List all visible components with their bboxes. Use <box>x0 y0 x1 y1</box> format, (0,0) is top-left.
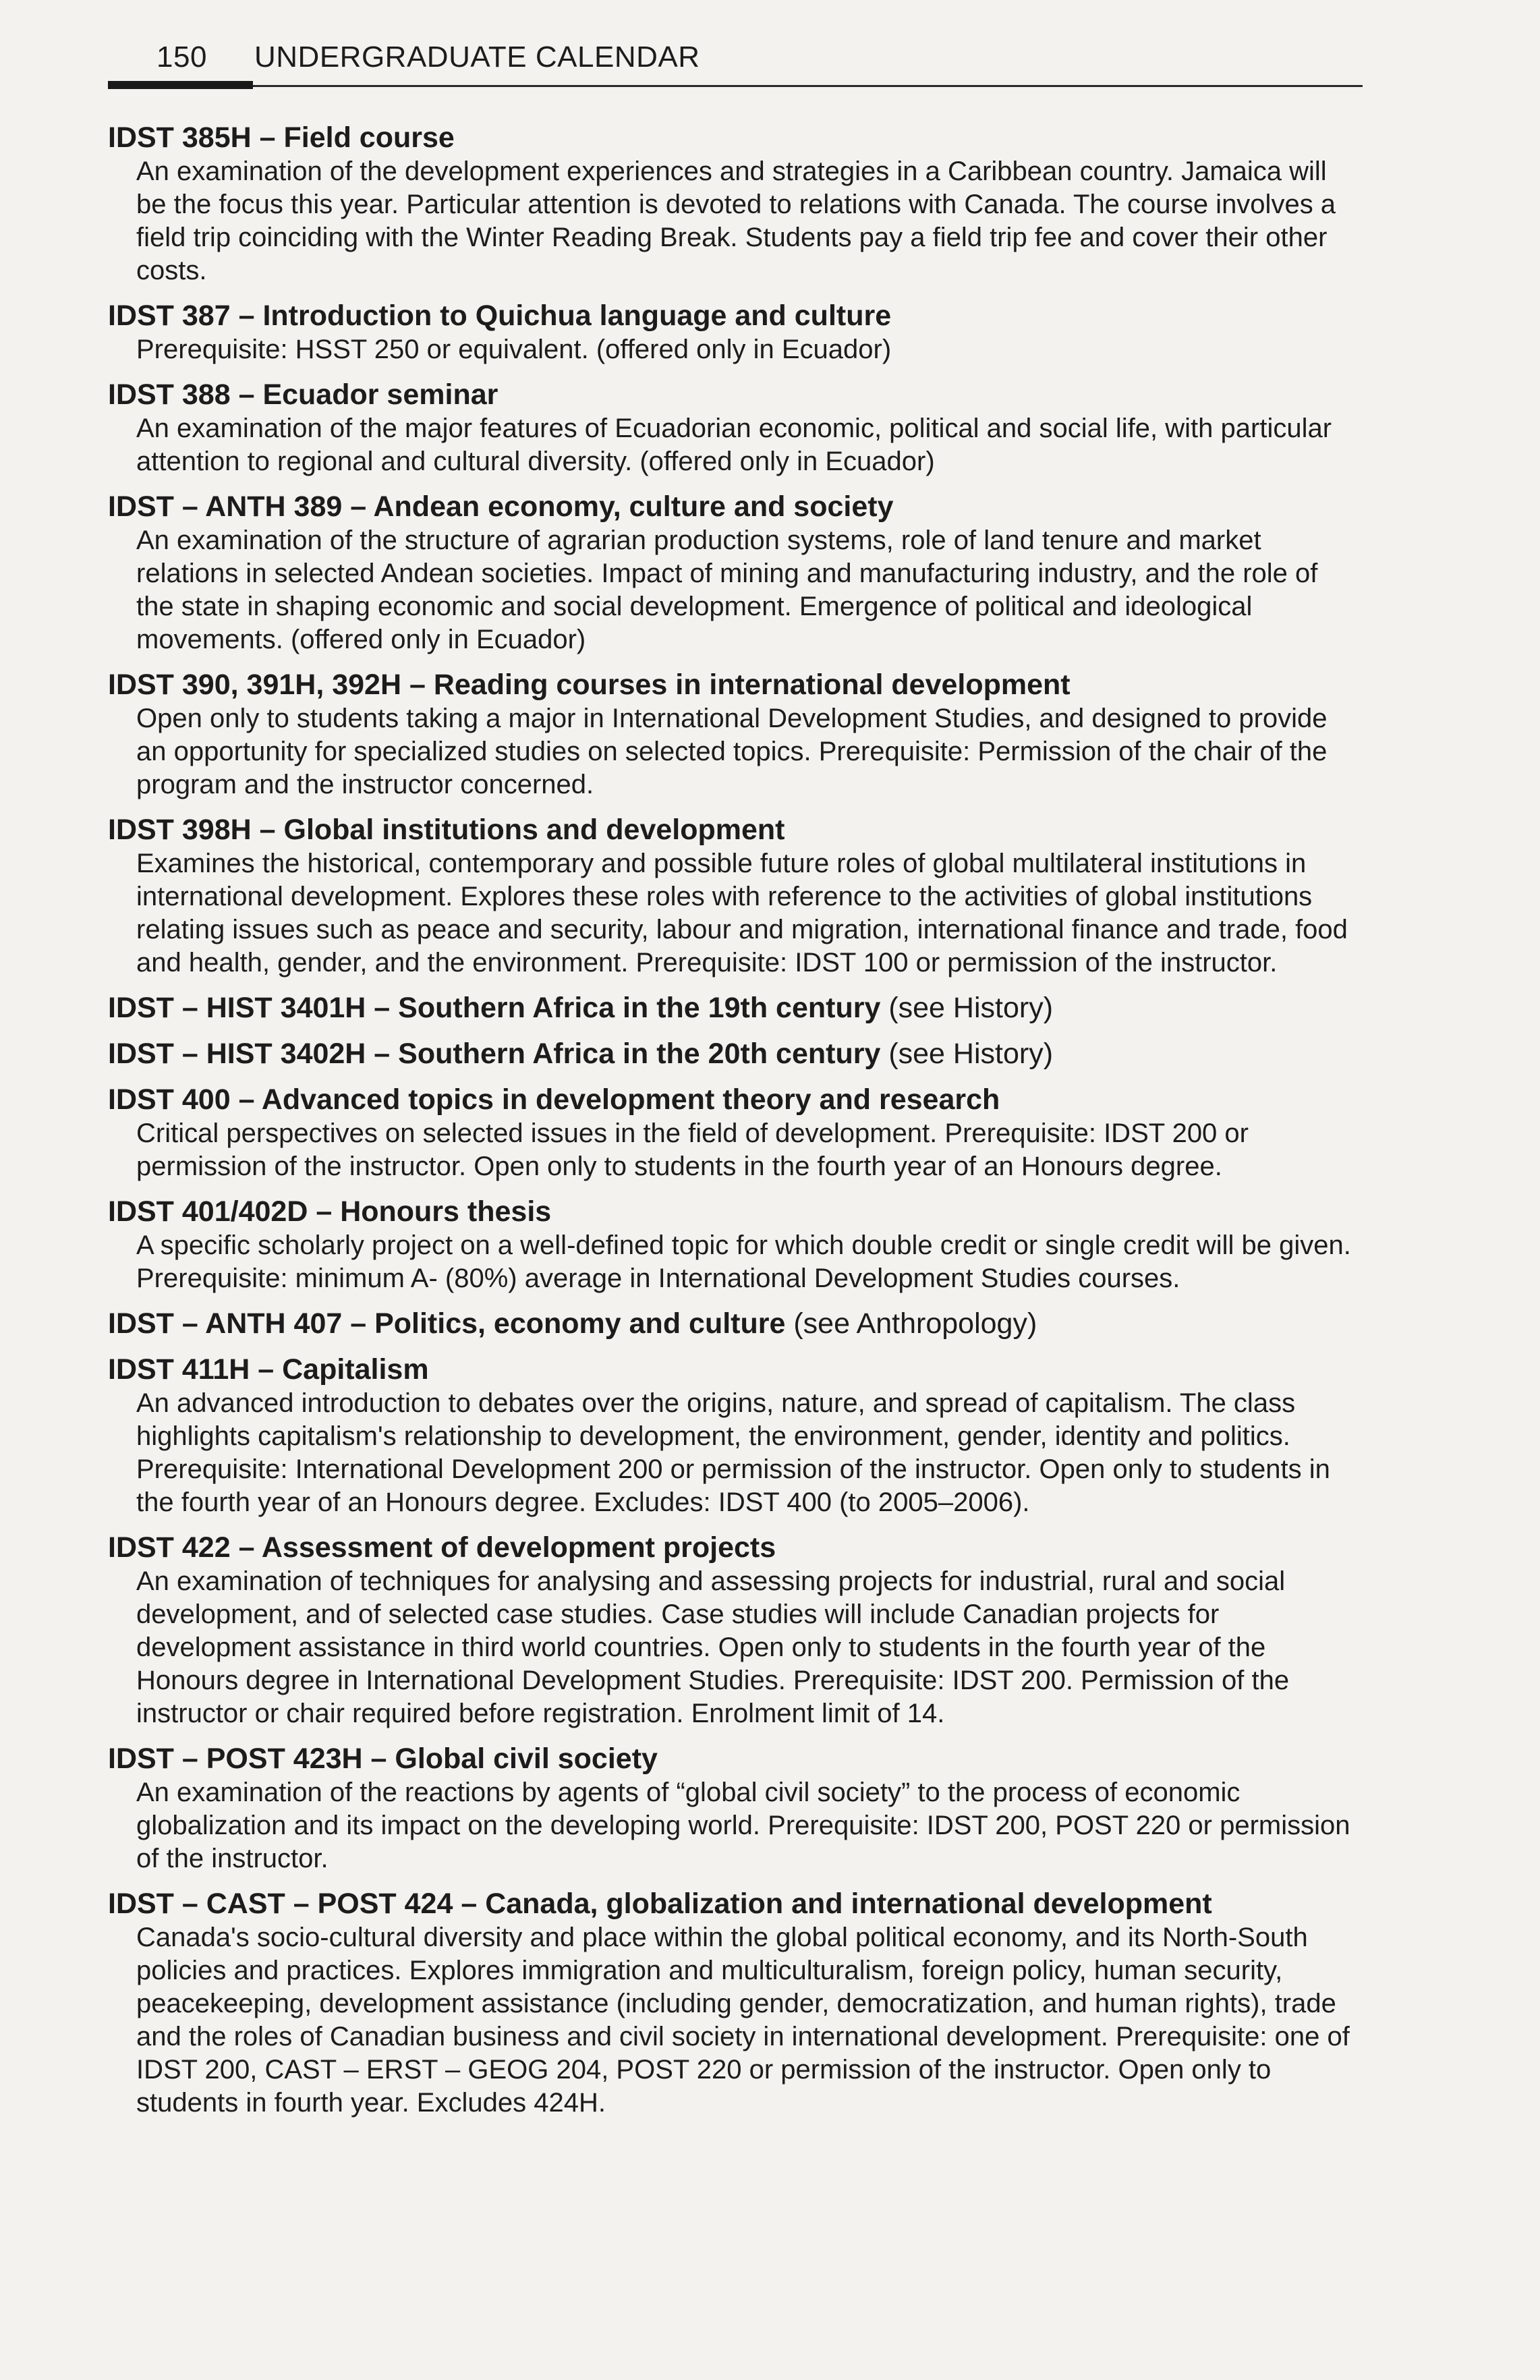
course-description: Open only to students taking a major in International Development Studies, and designed to provide an opportunity for specialized studies on selected topics. Prerequisite: Permission of the chair of the program and the instructor concerned. <box>136 704 1328 799</box>
course-heading: IDST 400 – Advanced topics in development theory and research <box>108 1083 1000 1116</box>
cross-reference: (see Anthropology) <box>793 1307 1037 1340</box>
course-list <box>108 120 1363 2120</box>
header-rule-line <box>108 85 1363 87</box>
course-heading: IDST 411H – Capitalism <box>108 1353 429 1386</box>
course-heading: IDST 422 – Assessment of development projects <box>108 1531 776 1564</box>
course-description: An examination of the structure of agrarian production systems, role of land tenure and market relations in selected Andean societies. Impact of mining and manufacturing industry, and the role of the state in shaping economic and social development. Emergence of political and ideological movements. (offered only in Ecuador) <box>136 526 1318 654</box>
course-heading: IDST 398H – Global institutions and development <box>108 814 785 846</box>
course-entry <box>108 1082 1363 1183</box>
calendar-page <box>108 27 1363 2348</box>
course-entry <box>108 1530 1363 1730</box>
cross-reference: (see History) <box>888 992 1054 1024</box>
course-description: Critical perspectives on selected issues in the field of development. Prerequisite: IDST 200 or permission of the instructor. Open only to students in the fourth year of an Honours degree. <box>136 1118 1249 1181</box>
course-description: An examination of techniques for analysing and assessing projects for industrial, rural and social development, and of selected case studies. Case studies will include Canadian projects for development assistance in third world countries. Open only to students in the fourth year of the Honours degree in International Development Studies. Prerequisite: IDST 200. Permission of the instructor or chair required before registration. Enrolment limit of 14. <box>136 1566 1290 1728</box>
course-description: Examines the historical, contemporary and possible future roles of global multilateral institutions in international development. Explores these roles with reference to the activities of global institutions relating issues such as peace and security, labour and migration, international finance and trade, food and health, gender, and the environment. Prerequisite: IDST 100 or permission of the instructor. <box>136 849 1348 978</box>
page-number: 150 <box>156 40 207 74</box>
course-description: Canada's socio-cultural diversity and place within the global political economy, and its North-South policies and practices. Explores immigration and multiculturalism, foreign policy, human security, peacekeeping, development assistance (including gender, democratization, and human rights), trade and the roles of Canadian business and civil society in international development. Prerequisite: one of IDST 200, CAST – ERST – GEOG 204, POST 220 or permission of the instructor. Open only to students in fourth year. Excludes 424H. <box>136 1923 1350 2118</box>
course-description: A specific scholarly project on a well-defined topic for which double credit or single credit will be given. Prerequisite: minimum A- (80%) average in International Development Studies courses. <box>136 1230 1351 1293</box>
course-heading: IDST 385H – Field course <box>108 121 455 154</box>
course-entry <box>108 1036 1363 1071</box>
course-heading: IDST – ANTH 407 – Politics, economy and culture (see Anthropology) <box>108 1307 1037 1340</box>
course-entry <box>108 1741 1363 1875</box>
course-heading: IDST – CAST – POST 424 – Canada, globalization and international development <box>108 1888 1212 1920</box>
cross-reference: (see History) <box>888 1038 1054 1070</box>
course-entry <box>108 1352 1363 1519</box>
course-entry <box>108 1194 1363 1295</box>
course-description: An examination of the major features of Ecuadorian economic, political and social life, with particular attention to regional and cultural diversity. (offered only in Ecuador) <box>136 414 1332 476</box>
course-entry <box>108 298 1363 366</box>
course-description: An examination of the development experiences and strategies in a Caribbean country. Jamaica will be the focus this year. Particular attention is devoted to relations with Canada. The course involves a field trip coinciding with the Winter Reading Break. Students pay a field trip fee and cover their other costs. <box>136 157 1336 285</box>
course-heading: IDST 401/402D – Honours thesis <box>108 1195 552 1228</box>
running-title: UNDERGRADUATE CALENDAR <box>254 40 700 74</box>
course-description: An examination of the reactions by agents of “global civil society” to the process of economic globalization and its impact on the developing world. Prerequisite: IDST 200, POST 220 or permission of the instructor. <box>136 1778 1350 1873</box>
course-entry <box>108 812 1363 980</box>
course-entry <box>108 667 1363 801</box>
course-heading: IDST – HIST 3402H – Southern Africa in the 20th century (see History) <box>108 1038 1054 1070</box>
course-heading: IDST – HIST 3401H – Southern Africa in the 19th century (see History) <box>108 992 1054 1024</box>
course-entry <box>108 1306 1363 1341</box>
course-heading: IDST 388 – Ecuador seminar <box>108 378 498 411</box>
course-entry <box>108 377 1363 478</box>
course-heading: IDST 390, 391H, 392H – Reading courses in international development <box>108 669 1071 701</box>
course-entry <box>108 489 1363 656</box>
running-head <box>108 27 1363 74</box>
course-heading: IDST – POST 423H – Global civil society <box>108 1743 658 1775</box>
course-entry <box>108 120 1363 287</box>
course-heading: IDST 387 – Introduction to Quichua language and culture <box>108 300 892 332</box>
course-description: Prerequisite: HSST 250 or equivalent. (offered only in Ecuador) <box>136 335 892 364</box>
header-rule <box>108 81 1363 92</box>
course-entry <box>108 1886 1363 2120</box>
course-description: An advanced introduction to debates over the origins, nature, and spread of capitalism. The class highlights capitalism's relationship to development, the environment, gender, identity and politics. Prerequisite: International Development 200 or permission of the instructor. Open only to students in the fourth year of an Honours degree. Excludes: IDST 400 (to 2005–2006). <box>136 1388 1330 1517</box>
course-heading: IDST – ANTH 389 – Andean economy, culture and society <box>108 490 894 523</box>
course-entry <box>108 990 1363 1025</box>
header-rule-accent <box>108 81 253 89</box>
